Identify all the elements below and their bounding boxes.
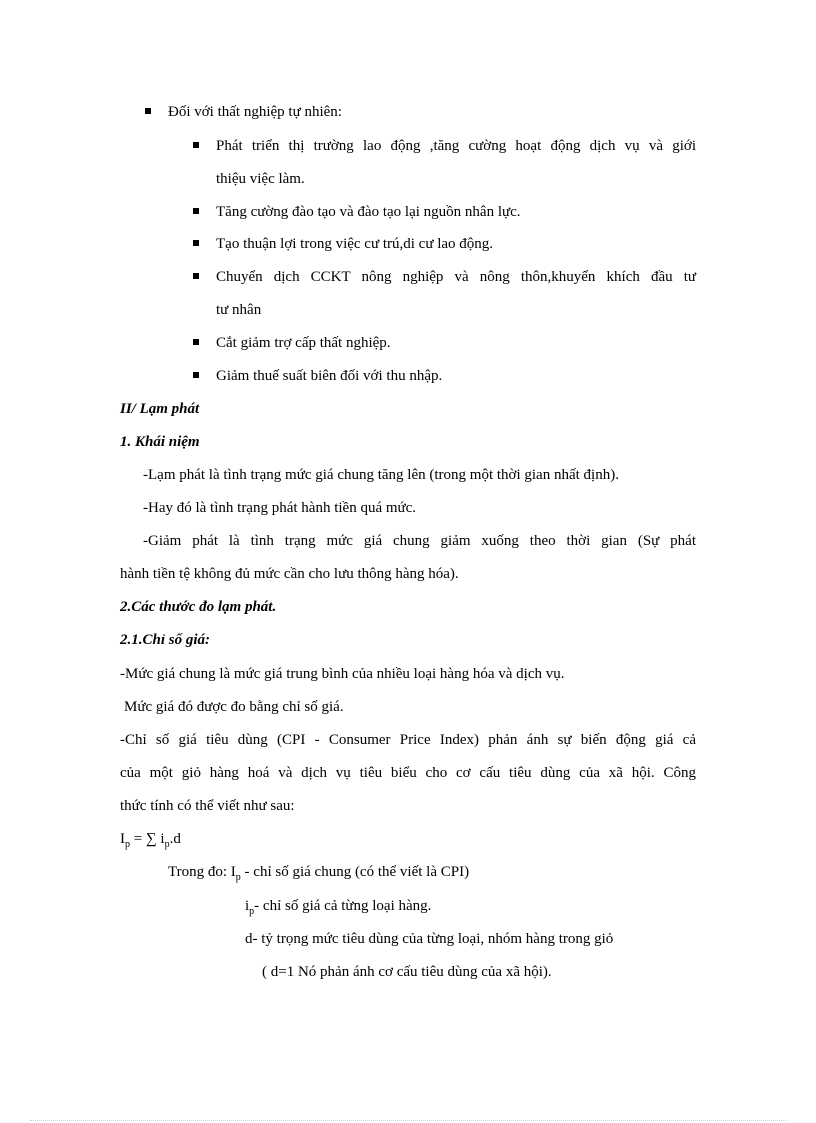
- subsection-title: 2.1.Chỉ số giá:: [120, 632, 211, 648]
- formula: [120, 829, 181, 851]
- paragraph: hành tiền tệ không đủ mức cần cho lưu thông hàng hóa).: [120, 566, 459, 582]
- paragraph: thức tính có thể viết như sau:: [120, 798, 295, 814]
- paragraph: -Lạm phát là tình trạng mức giá chung tăng lên (trong một thời gian nhất định).: [143, 467, 619, 483]
- where-label: Trong đo: I: [168, 864, 236, 880]
- subsection-title: 1. Khái niệm: [120, 434, 200, 450]
- bullet-icon: [193, 142, 199, 148]
- ip-label: i: [245, 898, 250, 914]
- formula-lhs-sub: p: [125, 839, 130, 850]
- bullet-icon: [193, 372, 199, 378]
- formula-d-note: ( d=1 Nó phản ánh cơ cấu tiêu dùng của xã hội).: [262, 964, 552, 980]
- list-item: Cắt giảm trợ cấp thất nghiệp.: [216, 335, 391, 351]
- bullet-icon: [193, 208, 199, 214]
- list-item: Phát triển thị trường lao động ,tăng cường hoạt động dịch vụ và giới: [216, 138, 696, 154]
- list-item: tư nhân: [216, 302, 262, 318]
- formula-tail: .d: [169, 831, 181, 847]
- paragraph: -Chỉ số giá tiêu dùng (CPI - Consumer Price Index) phản ánh sự biến động giá cả: [120, 732, 696, 748]
- bullet-icon: [193, 339, 199, 345]
- section-heading: Đối với thất nghiệp tự nhiên:: [168, 104, 342, 120]
- formula-lhs: I: [120, 831, 125, 847]
- bullet-icon: [193, 240, 199, 246]
- where-text: - chỉ số giá chung (có thể viết là CPI): [240, 864, 470, 880]
- ip-text: - chỉ số giá cả từng loại hàng.: [254, 898, 432, 914]
- list-item: Tạo thuận lợi trong việc cư trú,di cư lao động.: [216, 236, 494, 252]
- list-item: Chuyển dịch CCKT nông nghiệp và nông thôn,khuyến khích đầu tư: [216, 269, 696, 285]
- bullet-icon: [145, 108, 151, 114]
- paragraph: của một giỏ hàng hoá và dịch vụ tiêu biểu cho cơ cấu tiêu dùng của xã hội. Công: [120, 765, 696, 781]
- paragraph: -Hay đó là tình trạng phát hành tiền quá mức.: [143, 500, 417, 516]
- page-divider: [30, 1120, 786, 1121]
- bullet-icon: [193, 273, 199, 279]
- list-item: thiệu việc làm.: [216, 171, 305, 187]
- section-title: II/ Lạm phát: [120, 401, 200, 417]
- formula-ip: [245, 896, 431, 918]
- formula-eq: = ∑ i: [130, 831, 165, 847]
- list-item: Giảm thuế suất biên đối với thu nhập.: [216, 368, 443, 384]
- paragraph: Mức giá đó được đo bằng chỉ số giá.: [124, 699, 344, 715]
- paragraph: -Giảm phát là tình trạng mức giá chung giảm xuống theo thời gian (Sự phát: [143, 533, 696, 549]
- ip-sub: p: [249, 906, 255, 917]
- paragraph: -Mức giá chung là mức giá trung bình của nhiều loại hàng hóa và dịch vụ.: [120, 666, 565, 682]
- list-item: Tăng cường đào tạo và đào tạo lại nguồn nhân lực.: [216, 204, 521, 220]
- formula-where: [168, 862, 469, 884]
- where-sub: p: [235, 872, 241, 883]
- formula-rhs-sub: p: [164, 839, 170, 850]
- subsection-title: 2.Các thước đo lạm phát.: [120, 599, 277, 615]
- formula-d: d- tỷ trọng mức tiêu dùng của từng loại, nhóm hàng trong giỏ: [245, 931, 614, 947]
